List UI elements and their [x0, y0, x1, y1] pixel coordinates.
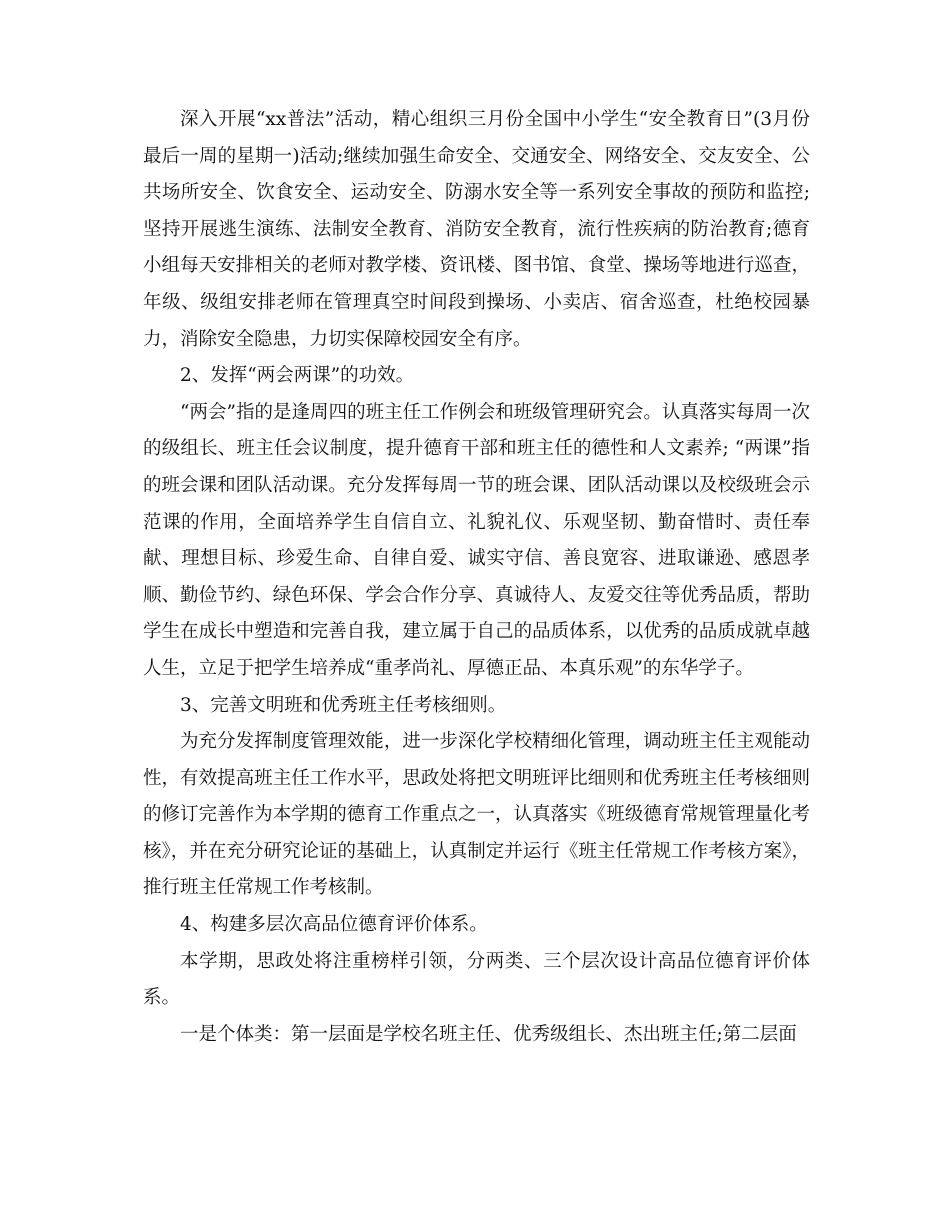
- heading-two-meetings-two-classes: 2、发挥“两会两课”的功效。: [180, 365, 415, 387]
- paragraph-safety-education: 深入开展“xx普法”活动，精心组织三月份全国中小学生“安全教育日”(3月份最后一周的星期一)活动;继续加强生命安全、交通安全、网络安全、交友安全、公共场所安全、饮食安全、运动安全、防溺水安全等一系列安全事故的预防和监控;坚持开展逃生演练、法制安全教育、消防安全教育，流行性疾病的防治教育;德育小组每天安排相关的老师对教学楼、资讯楼、图书馆、食堂、操场等地进行巡查，年级、级组安排老师在管理真空时间段到操场、小卖店、宿舍巡查，杜绝校园暴力，消除安全隐患，力切实保障校园安全有序。: [143, 109, 810, 350]
- document-body: [143, 102, 810, 1053]
- paragraph-individual-category: 一是个体类：第一层面是学校名班主任、优秀级组长、杰出班主任;第二层面: [180, 1023, 797, 1045]
- heading-evaluation-system: 4、构建多层次高品位德育评价体系。: [180, 914, 488, 936]
- paragraph-evaluation-system: 本学期，思政处将注重榜样引领，分两类、三个层次设计高品位德育评价体系。: [143, 950, 810, 1009]
- paragraph-assessment-rules: 为充分发挥制度管理效能，进一步深化学校精细化管理，调动班主任主观能动性，有效提高班主任工作水平，思政处将把文明班评比细则和优秀班主任考核细则的修订完善作为本学期的德育工作重点之一，认真落实《班级德育常规管理量化考核》，并在充分研究论证的基础上，认真制定并运行《班主任常规工作考核方案》，推行班主任常规工作考核制。: [143, 731, 810, 899]
- paragraph-two-meetings-two-classes: “两会”指的是逢周四的班主任工作例会和班级管理研究会。认真落实每周一次的级组长、班主任会议制度，提升德育干部和班主任的德性和人文素养; “两课”指的班会课和团队活动课。充分发挥每周一节的班会课、团队活动课以及校级班会示范课的作用，全面培养学生自信自立、礼貌礼仪、乐观坚韧、勤奋惜时、责任奉献、理想目标、珍爱生命、自律自爱、诚实守信、善良宽容、进取谦逊、感恩孝顺、勤俭节约、绿色环保、学会合作分享、真诚待人、友爱交往等优秀品质，帮助学生在成长中塑造和完善自我，建立属于自己的品质体系，以优秀的品质成就卓越人生，立足于把学生培养成“重孝尚礼、厚德正品、本真乐观”的东华学子。: [143, 401, 810, 679]
- heading-assessment-rules: 3、完善文明班和优秀班主任考核细则。: [180, 694, 507, 716]
